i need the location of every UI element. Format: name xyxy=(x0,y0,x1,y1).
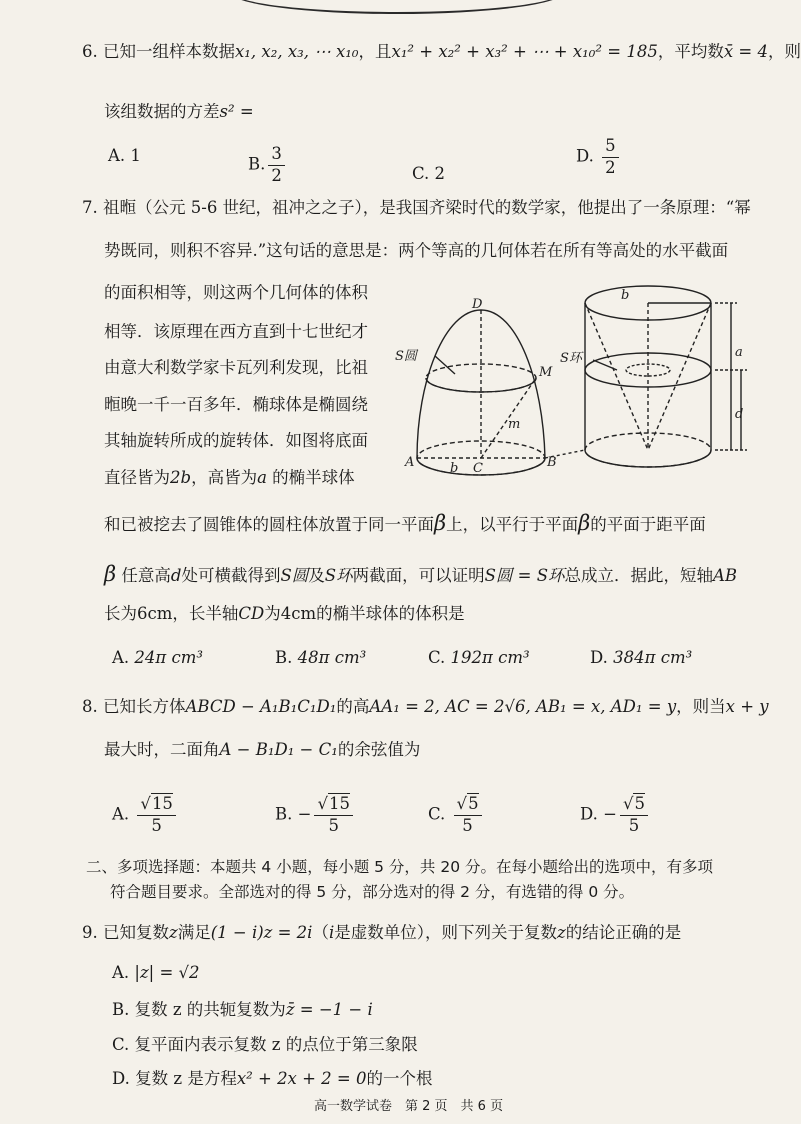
q7-line3: 的面积相等，则这两个几何体的体积 xyxy=(104,283,368,302)
label-s-ring: S环 xyxy=(560,351,582,366)
q7-option-c: C. 192π cm³ xyxy=(428,648,530,667)
q6-option-d: D. $\frac{5}{2}$ xyxy=(576,138,622,176)
q8-option-d: D. − $\frac{√5}{5}$ xyxy=(580,796,651,834)
q8-option-b: B. − $\frac{√15}{5}$ xyxy=(275,796,356,834)
q7-line2: 势既同，则积不容异.”这句话的意思是：两个等高的几何体若在所有等高处的水平截面 xyxy=(104,241,729,260)
label-s-circle: S圆 xyxy=(395,349,417,364)
q9-option-b: B. 复数 z 的共轭复数为z̄ = −1 − i xyxy=(112,1000,373,1019)
q7-line6: 暅晚一千一百多年．椭球体是椭圆绕 xyxy=(104,395,368,414)
section2-heading-line2: 符合题目要求。全部选对的得 5 分，部分选对的得 2 分，有选错的得 0 分。 xyxy=(110,883,635,901)
label-m: m xyxy=(508,417,521,432)
q7-line1: 7. 祖暅（公元 5-6 世纪，祖冲之之子），是我国齐梁时代的数学家，他提出了一条原理：“幂 xyxy=(82,198,751,217)
page-footer: 高一数学试卷 第 2 页 共 6 页 xyxy=(314,1099,504,1114)
section2-heading-line1: 二、多项选择题：本题共 4 小题，每小题 5 分，共 20 分。在每小题给出的选项中，有多项 xyxy=(86,858,714,876)
q7-line10: β 任意高d处可横截得到S圆及S环两截面，可以证明S圆 = S环总成立．据此，短轴AB xyxy=(104,562,738,586)
q7-line7: 其轴旋转所成的旋转体．如图将底面 xyxy=(104,431,368,450)
q6-option-c: C. 2 xyxy=(412,164,446,183)
q9-option-a: A. |z| = √2 xyxy=(112,963,200,982)
q7-option-b: B. 48π cm³ xyxy=(275,648,367,667)
cone-left xyxy=(585,303,648,450)
q7-line9: 和已被挖去了圆锥体的圆柱体放置于同一平面β上，以平行于平面β的平面于距平面 xyxy=(104,511,706,535)
label-d: d xyxy=(735,407,744,422)
label-C: C xyxy=(473,461,483,476)
q7-line8: 直径皆为2b，高皆为a 的椭半球体 xyxy=(104,468,355,487)
scan-edge-artifact xyxy=(230,0,564,14)
q9-option-c: C. 复平面内表示复数 z 的点位于第三象限 xyxy=(112,1035,418,1054)
label-b1: b xyxy=(450,461,459,476)
q6-stem-line2: 该组数据的方差s² = xyxy=(104,102,254,121)
q6-stem-line1: 6. 已知一组样本数据x₁, x₂, x₃, ⋯ x₁₀，且x₁² + x₂² + x₃² + ⋯ + x₁₀² = 185，平均数x̄ = 4，则 xyxy=(82,42,801,61)
q8-option-a: A. $\frac{√15}{5}$ xyxy=(112,796,179,834)
label-b2: b xyxy=(621,288,630,303)
q7-figure xyxy=(395,270,775,485)
q9-stem: 9. 已知复数z满足(1 − i)z = 2i（i是虚数单位），则下列关于复数z的结论正确的是 xyxy=(82,923,682,942)
label-B: B xyxy=(547,455,557,470)
cone-right xyxy=(648,303,711,450)
label-D: D xyxy=(472,297,483,312)
label-M: M xyxy=(539,365,553,380)
q7-option-a: A. 24π cm³ xyxy=(112,648,204,667)
q6-option-a: A. 1 xyxy=(108,146,141,165)
q6-option-b: B. $\frac{3}{2}$ xyxy=(248,146,288,184)
q8-line2: 最大时，二面角A − B₁D₁ − C₁的余弦值为 xyxy=(104,740,421,759)
q8-line1: 8. 已知长方体ABCD − A₁B₁C₁D₁的高AA₁ = 2, AC = 2√6, AB₁ = x, AD₁ = y，则当x + y xyxy=(82,697,769,716)
q8-option-c: C. $\frac{√5}{5}$ xyxy=(428,796,485,834)
q9-option-d: D. 复数 z 是方程x² + 2x + 2 = 0的一个根 xyxy=(112,1069,433,1088)
q7-line5: 由意大利数学家卡瓦列利发现，比祖 xyxy=(104,358,368,377)
q7-line11: 长为6cm，长半轴CD为4cm的椭半球体的体积是 xyxy=(104,604,465,623)
q7-option-d: D. 384π cm³ xyxy=(590,648,693,667)
label-A: A xyxy=(405,455,415,470)
cylinder-base-front xyxy=(585,450,711,467)
label-a: a xyxy=(735,345,743,360)
q7-line4: 相等．该原理在西方直到十七世纪才 xyxy=(104,322,368,341)
